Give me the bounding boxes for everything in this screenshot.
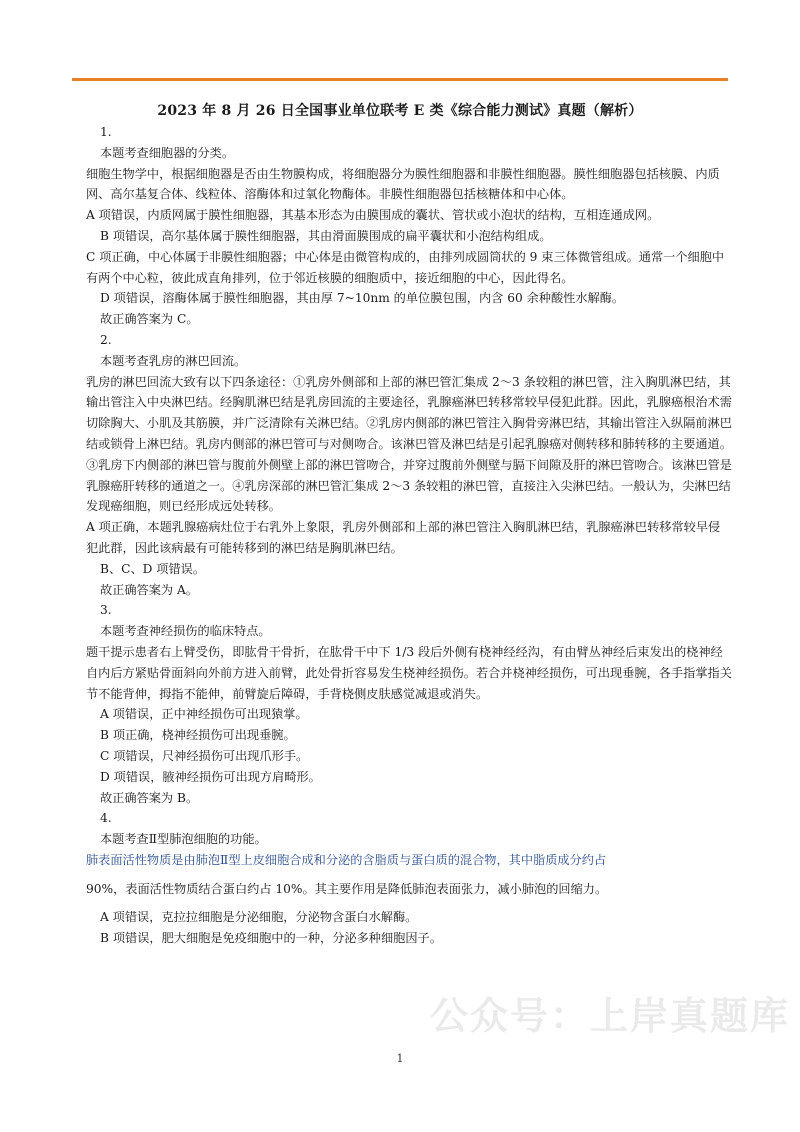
answer-line: 故正确答案为 B。 bbox=[100, 790, 199, 805]
question-number: 3. bbox=[100, 603, 112, 618]
body-paragraph: 题干提示患者右上臂受伤，即肱骨干骨折，在肱骨干中下 1/3 段后外侧有桡神经经沟，有由臂丛神经后束发出的桡神经自内后方紧贴骨面斜向外前方进入前臂，此处骨折容易发生桡神经损伤。若合并桡神经损伤，可出现垂腕，各手指掌指关节不能背伸，拇指不能伸，前臂旋后障碍，手背桡侧皮肤感觉减退或消失。 bbox=[86, 644, 732, 701]
answer-line: 故正确答案为 A。 bbox=[100, 582, 198, 597]
header-rule bbox=[72, 78, 728, 81]
body-paragraph: 乳房的淋巴回流大致有以下四条途径：①乳房外侧部和上部的淋巴管汇集成 2～3 条较粗的淋巴管，注入胸肌淋巴结，其输出管注入中央淋巴结。经胸肌淋巴结是乳房回流的主要途径，乳腺癌淋巴转移常较早侵犯此群。因此，乳腺癌根治术需切除胸大、小肌及其筋膜，并广泛清除有关淋巴结。②乳房内侧部的淋巴管注入胸骨旁淋巴结，其输出管注入纵隔前淋巴结或锁骨上淋巴结。乳房内侧部的淋巴管可与对侧吻合。该淋巴管及淋巴结是引起乳腺癌对侧转移和肺转移的主要通道。③乳房下内侧部的淋巴管与腹前外侧壁上部的淋巴管吻合，并穿过腹前外侧壁与膈下间隙及肝的淋巴管吻合。该淋巴管是乳腺癌肝转移的通道之一。④乳房深部的淋巴管汇集成 2～3 条较粗的淋巴管，直接注入尖淋巴结。一般认为，尖淋巴结发现癌细胞，则已经形成远处转移。 bbox=[86, 374, 732, 514]
topic-line: 本题考查神经损伤的临床特点。 bbox=[100, 624, 271, 639]
question-number: 1. bbox=[100, 125, 112, 139]
document-body bbox=[86, 122, 732, 949]
option-explanation: C 项错误，尺神经损伤可出现爪形手。 bbox=[100, 748, 309, 763]
option-explanation: B 项正确，桡神经损伤可出现垂腕。 bbox=[100, 728, 296, 743]
question-number: 4. bbox=[100, 811, 112, 826]
document-title: 2023 年 8 月 26 日全国事业单位联考 E 类《综合能力测试》真题（解析） bbox=[157, 103, 643, 119]
topic-line: 本题考查细胞器的分类。 bbox=[100, 145, 235, 160]
watermark: 公众号：上岸真题库 bbox=[430, 994, 791, 1038]
question-number: 2. bbox=[100, 332, 112, 347]
option-explanation: A 项错误，克拉拉细胞是分泌细胞，分泌物含蛋白水解酶。 bbox=[100, 910, 418, 925]
option-explanation: D 项错误，腋神经损伤可出现方肩畸形。 bbox=[100, 769, 321, 784]
page-number: 1 bbox=[396, 1052, 404, 1065]
option-explanation: B、C、D 项错误。 bbox=[100, 561, 206, 576]
body-paragraph: 肺表面活性物质是由肺泡Ⅱ型上皮细胞合成和分泌的含脂质与蛋白质的混合物，其中脂质成分约占 bbox=[86, 852, 607, 867]
option-explanation: A 项错误，内质网属于膜性细胞器，其基本形态为由膜围成的囊状、管状或小泡状的结构，互相连通成网。 bbox=[86, 208, 660, 223]
option-explanation: C 项正确，中心体属于非膜性细胞器；中心体是由微管构成的，由排列成圆筒状的 9 束三体微管组成。通常一个细胞中有两个中心粒，彼此成直角排列，位于邻近核膜的细胞质中，接近细胞的中心，因此得名。 bbox=[86, 249, 725, 285]
answer-line: 故正确答案为 C。 bbox=[100, 312, 199, 327]
body-paragraph: 90%，表面活性物质结合蛋白约占 10%。其主要作用是降低肺泡表面张力，减小肺泡的回缩力。 bbox=[86, 881, 608, 896]
option-explanation: B 项错误，肥大细胞是免疫细胞中的一种，分泌多种细胞因子。 bbox=[100, 931, 442, 946]
option-explanation: D 项错误，溶酶体属于膜性细胞器，其由厚 7~10nm 的单位膜包围，内含 60 余种酸性水解酶。 bbox=[100, 291, 625, 306]
topic-line: 本题考查Ⅱ型肺泡细胞的功能。 bbox=[100, 832, 267, 847]
option-explanation: B 项错误，高尔基体属于膜性细胞器，其由滑面膜围成的扁平囊状和小泡结构组成。 bbox=[100, 228, 552, 243]
topic-line: 本题考查乳房的淋巴回流。 bbox=[100, 353, 247, 368]
option-explanation: A 项错误，正中神经损伤可出现猿掌。 bbox=[100, 707, 308, 722]
option-explanation: A 项正确，本题乳腺癌病灶位于右乳外上象限，乳房外侧部和上部的淋巴管注入胸肌淋巴结，乳腺癌淋巴转移常较早侵犯此群，因此该病最有可能转移到的淋巴结是胸肌淋巴结。 bbox=[86, 520, 721, 555]
body-paragraph: 细胞生物学中，根据细胞器是否由生物膜构成，将细胞器分为膜性细胞器和非膜性细胞器。膜性细胞器包括核膜、内质网、高尔基复合体、线粒体、溶酶体和过氧化物酶体。非膜性细胞器包括核糖体和中心体。 bbox=[86, 166, 720, 202]
